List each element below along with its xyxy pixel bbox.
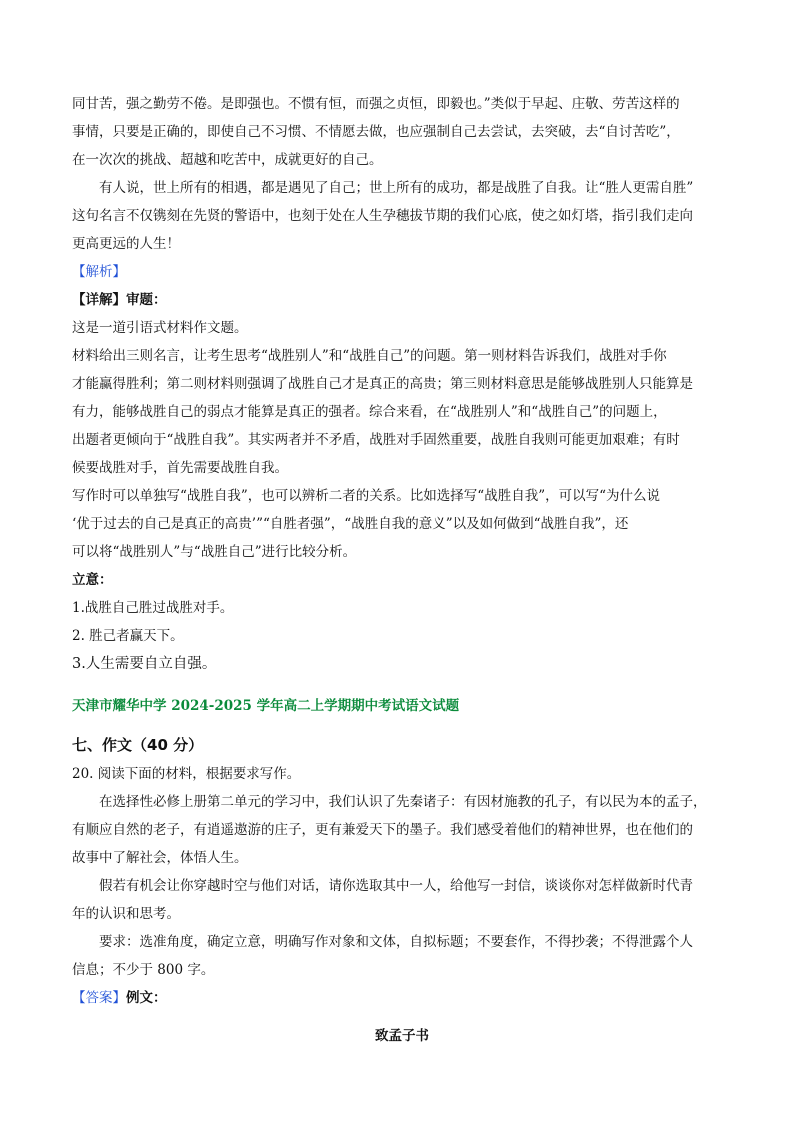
requirement-line: 要求：选准角度，确定立意，明确写作对象和文体，自拟标题；不要套作，不得抄袭；不得泄露个人 — [99, 934, 693, 950]
detail-tag: 【详解】 — [72, 292, 126, 308]
analysis-line: 候要战胜对手，首先需要战胜自我。 — [72, 460, 288, 476]
analysis-line: 材料给出三则名言，让考生思考“战胜别人”和“战胜自己”的问题。第一则材料告诉我们，战胜对手你 — [72, 348, 667, 364]
example-label: 例文： — [126, 990, 167, 1006]
material-line: 在选择性必修上册第二单元的学习中，我们认识了先秦诸子：有因材施教的孔子，有以民为本的孟子， — [99, 794, 707, 810]
analysis-line: 这是一道引语式材料作文题。 — [72, 320, 248, 336]
document-page — [72, 90, 732, 1050]
source-title: 天津市耀华中学 2024-2025 学年高二上学期期中考试语文试题 — [72, 698, 460, 714]
analysis-line: 可以将“战胜别人”与“战胜自己”进行比较分析。 — [72, 544, 357, 560]
liyi-item: 2. 胜己者赢天下。 — [72, 628, 184, 644]
detail-heading — [72, 286, 732, 314]
liyi-label: 立意： — [72, 572, 113, 588]
answer-tag: 【答案】 — [72, 990, 126, 1006]
essay-line: 这句名言不仅镌刻在先贤的警语中，也刻于处在人生孕穗拔节期的我们心底，使之如灯塔，指引我们走向 — [72, 208, 693, 224]
shenti-label: 审题： — [126, 292, 167, 308]
analysis-line: 出题者更倾向于“战胜自我”。其实两者并不矛盾，战胜对手固然重要，战胜自我则可能更加艰难；有时 — [72, 432, 680, 448]
analysis-line: 写作时可以单独写“战胜自我”，也可以辨析二者的关系。比如选择写“战胜自我”，可以写“为什么说 — [72, 488, 661, 504]
requirement-line: 信息；不少于 800 字。 — [72, 962, 215, 978]
question-line: 20. 阅读下面的材料，根据要求写作。 — [72, 766, 301, 782]
analysis-line: 才能赢得胜利；第二则材料则强调了战胜自己才是真正的高贵；第三则材料意思是能够战胜别人只能算是 — [72, 376, 693, 392]
material-line: 假若有机会让你穿越时空与他们对话，请你选取其中一人，给他写一封信，谈谈你对怎样做新时代青 — [99, 878, 693, 894]
analysis-tag: 【解析】 — [72, 264, 126, 280]
analysis-line: ‘优于过去的自己是真正的高贵’”“自胜者强”，“战胜自我的意义”以及如何做到“战胜自我”，还 — [72, 516, 629, 532]
essay-line: 更高更远的人生！ — [72, 236, 180, 252]
material-line: 年的认识和思考。 — [72, 906, 180, 922]
answer-heading — [72, 984, 732, 1012]
section-title: 七、作文（40 分） — [72, 736, 204, 754]
liyi-item: 1.战胜自己胜过战胜对手。 — [72, 600, 234, 616]
essay-line: 在一次次的挑战、超越和吃苦中，成就更好的自己。 — [72, 152, 383, 168]
essay-line: 事情，只要是正确的，即使自己不习惯、不情愿去做，也应强制自己去尝试，去突破，去“自讨苦吃”， — [72, 124, 680, 140]
material-line: 有顺应自然的老子，有逍遥遨游的庄子，更有兼爱天下的墨子。我们感受着他们的精神世界，也在他们的 — [72, 822, 693, 838]
material-line: 故事中了解社会，体悟人生。 — [72, 850, 248, 866]
liyi-item: 3.人生需要自立自强。 — [72, 656, 217, 672]
essay-title: 致孟子书 — [375, 1028, 429, 1044]
essay-line: 同甘苦，强之勤劳不倦。是即强也。不惯有恒，而强之贞恒，即毅也。”类似于早起、庄敬、劳苦这样的 — [72, 96, 680, 112]
essay-line: 有人说，世上所有的相遇，都是遇见了自己；世上所有的成功，都是战胜了自我。让“胜人更需自胜” — [99, 180, 694, 196]
analysis-line: 有力，能够战胜自己的弱点才能算是真正的强者。综合来看，在“战胜别人”和“战胜自己”的问题上， — [72, 404, 667, 420]
